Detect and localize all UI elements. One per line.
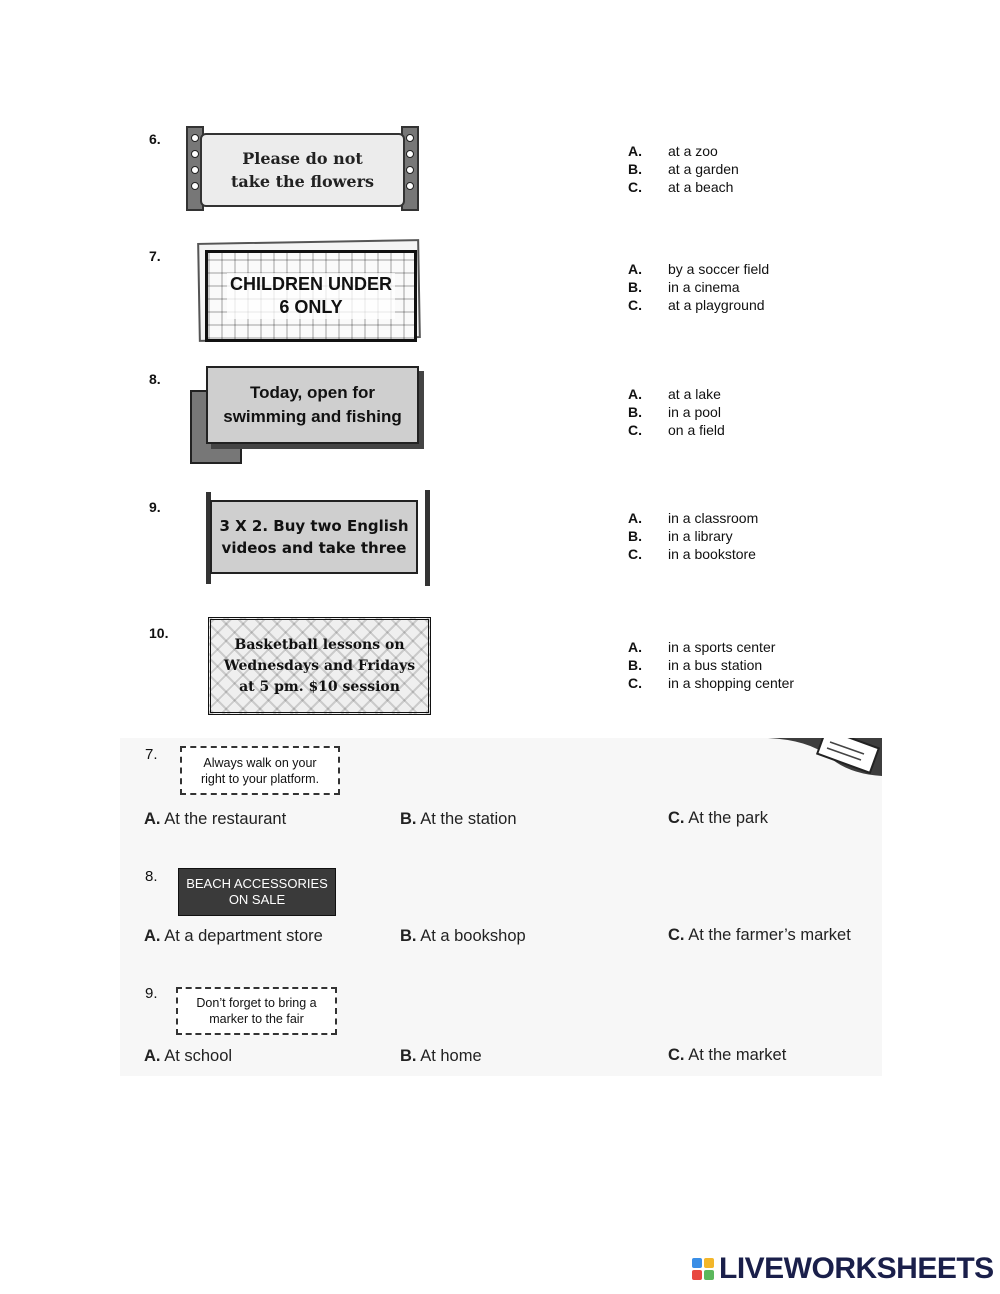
logo-square-icon [692,1258,702,1268]
sign-10-line-1: Basketball lessons on [234,636,405,653]
lower-9-option-a[interactable]: A. At school [144,1047,233,1065]
sign-9-line-1: 3 X 2. Buy two English [219,517,409,535]
sign-10 [208,617,431,715]
lower-sign-9-line-2: marker to the fair [209,1012,304,1026]
question-8-options [628,385,725,439]
question-10-options [628,638,794,692]
question-10-number: 10. [149,625,169,641]
lower-question-9-number: 9. [145,985,158,1002]
logo-square-icon [704,1270,714,1280]
lower-sign-9-line-1: Don’t forget to bring a [196,996,317,1010]
option-a[interactable]: A. at a zoo [628,143,718,159]
option-b[interactable]: B. in a library [628,528,733,544]
option-c[interactable]: C. in a shopping center [628,675,795,691]
notepad-illustration [768,738,882,780]
lower-question-7-number: 7. [145,746,158,763]
lower-7-option-b[interactable]: B. At the station [400,810,517,828]
option-a[interactable]: A. at a lake [628,386,721,402]
sign-6-line-2: take the flowers [230,172,375,191]
logo-square-icon [704,1258,714,1268]
lower-7-option-a[interactable]: A. At the restaurant [144,810,287,828]
lower-9-option-c[interactable]: C. At the market [668,1046,787,1064]
question-6-options [628,142,739,196]
option-c[interactable]: C. in a bookstore [628,546,756,562]
logo-square-icon [692,1270,702,1280]
option-c[interactable]: C. on a field [628,422,725,438]
option-b[interactable]: B. at a garden [628,161,739,177]
lower-sign-7-line-2: right to your platform. [200,771,320,786]
sign-7-line-1: CHILDREN UNDER [227,273,395,296]
lower-8-option-b[interactable]: B. At a bookshop [400,927,526,945]
option-b[interactable]: B. in a bus station [628,657,763,673]
sign-9-pole-right [425,490,430,586]
sign-8-line-1: Today, open for [250,383,375,402]
lower-question-8-number: 8. [145,868,158,885]
lower-8-option-c[interactable]: C. At the farmer’s market [668,926,851,944]
sign-8-line-2: swimming and fishing [223,407,402,426]
lower-sign-8-line-1: BEACH ACCESSORIES [186,876,328,891]
question-9-options [628,509,758,563]
lower-sign-8 [178,868,336,916]
question-7-options [628,260,769,314]
lower-sign-7-line-1: Always walk on your [203,755,317,770]
question-9-number: 9. [149,499,161,515]
sign-9 [210,500,418,574]
sign-7-line-2: 6 ONLY [227,296,395,319]
sign-6 [200,133,405,207]
logo-text: LIVEWORKSHEETS [719,1252,994,1285]
question-8-number: 8. [149,371,161,387]
logo-mark-icon [692,1258,714,1280]
sign-7 [205,250,417,342]
lower-8-option-a[interactable]: A. At a department store [144,927,323,945]
option-a[interactable]: A. in a sports center [628,639,776,655]
sign-8 [206,366,419,444]
lower-7-option-c[interactable]: C. At the park [668,809,768,827]
lower-9-option-b[interactable]: B. At home [400,1047,482,1065]
option-b[interactable]: B. in a cinema [628,279,740,295]
option-a[interactable]: A. by a soccer field [628,261,770,277]
lower-sign-8-line-2: ON SALE [228,892,286,907]
option-c[interactable]: C. at a beach [628,179,734,195]
option-b[interactable]: B. in a pool [628,404,721,420]
lower-section [120,738,882,1076]
question-6-number: 6. [149,131,161,147]
option-a[interactable]: A. in a classroom [628,510,759,526]
question-7-number: 7. [149,248,161,264]
sign-6-line-1: Please do not [242,149,363,168]
sign-9-line-2: videos and take three [221,539,407,557]
lower-sign-9 [176,987,337,1035]
option-c[interactable]: C. at a playground [628,297,765,313]
liveworksheets-logo [692,1252,994,1286]
lower-sign-7 [180,746,340,795]
sign-10-line-3: at 5 pm. $10 session [239,678,400,695]
sign-10-line-2: Wednesdays and Fridays [223,657,416,674]
